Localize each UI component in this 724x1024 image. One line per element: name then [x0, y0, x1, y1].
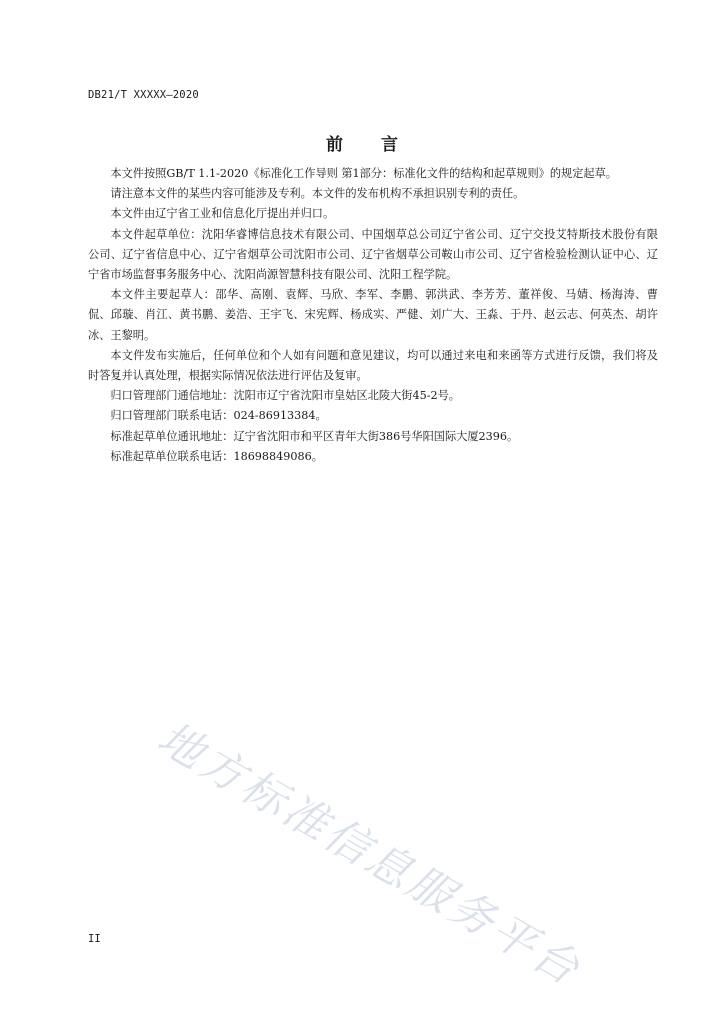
- paragraph-drafter-phone: 标准起草单位联系电话：18698849086。: [110, 449, 323, 463]
- paragraph-patent-notice: 请注意本文件的某些内容可能涉及专利。本文件的发布机构不承担识别专利的责任。: [110, 187, 525, 201]
- paragraph-drafting-units: 本文件起草单位：沈阳华睿博信息技术有限公司、中国烟草总公司辽宁省公司、辽宁交投艾特斯技术股份有限公司、辽宁省信息中心、辽宁省烟草公司沈阳市公司、辽宁省烟草公司鞍山市公司、辽宁省检验检测认证中心、辽宁省市场监督事务服务中心、沈阳尚源智慧科技有限公司、沈阳工程学院。: [88, 227, 658, 282]
- paragraph-drafter-address: 标准起草单位通讯地址：辽宁省沈阳市和平区青年大街386号华阳国际大厦2396。: [110, 429, 519, 443]
- paragraph-authority-address: 归口管理部门通信地址：沈阳市辽宁省沈阳市皇姑区北陵大街45-2号。: [110, 389, 460, 403]
- watermark: 地方标准信息服务平台: [149, 712, 591, 997]
- paragraph-proposer: 本文件由辽宁省工业和信息化厅提出并归口。: [110, 207, 335, 221]
- document-code: DB21/T XXXXX—2020: [88, 89, 199, 101]
- page-number: II: [88, 933, 101, 945]
- title-char-2: 言: [381, 135, 398, 155]
- foreword-body: [88, 164, 658, 467]
- title-char-1: 前: [326, 135, 343, 155]
- paragraph-drafters: 本文件主要起草人：邵华、高刚、袁辉、马欣、李军、李鹏、郭洪武、李芳芳、董祥俊、马婧、杨海涛、曹侃、邱璇、肖江、黄书鹏、姜浩、王宇飞、宋宪辉、杨成实、严健、刘广大、王淼、于丹、赵云志、何英杰、胡许冰、王黎明。: [88, 288, 658, 342]
- page-title: [0, 130, 724, 155]
- paragraph-authority-phone: 归口管理部门联系电话：024-86913384。: [110, 409, 327, 423]
- paragraph-drafting-rules: 本文件按照GB/T 1.1-2020《标准化工作导则 第1部分：标准化文件的结构和起草规则》的规定起草。: [110, 167, 617, 180]
- paragraph-feedback: 本文件发布实施后，任何单位和个人如有问题和意见建议，均可以通过来电和来函等方式进行反馈，我们将及时答复并认真处理，根据实际情况依法进行评估及复审。: [88, 348, 658, 383]
